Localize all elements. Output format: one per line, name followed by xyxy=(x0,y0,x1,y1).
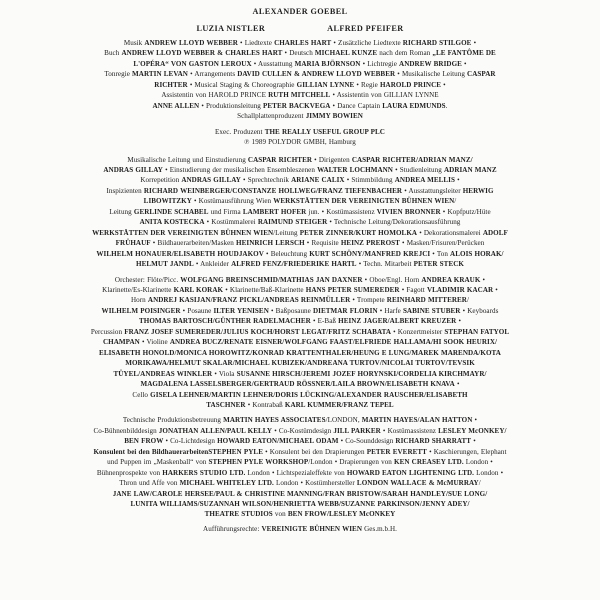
credit-name: MORIKAWA/HELMUT SKALAR/MICHAEL KUBIZEK/ANDREANA TURTOV/NICOLAI TURTOV/TEVSIK xyxy=(125,359,475,368)
credit-role: • Assistentin von GILLIAN LYNNE xyxy=(330,91,439,100)
credit-name: THEATRE STUDIOS xyxy=(204,510,273,519)
credit-role: • Dance Captain xyxy=(330,101,383,110)
credit-name: PETER ZINNER/KURT HOMOLKA xyxy=(299,228,418,237)
credit-name: LAMBERT HOFER xyxy=(242,207,307,216)
credit-line xyxy=(12,436,588,446)
credit-role: • xyxy=(471,39,477,47)
credit-name: TASCHNER xyxy=(206,400,246,409)
credit-name: FRÜHAUF xyxy=(115,239,151,248)
credit-name: JIMMY BOWIEN xyxy=(305,112,363,121)
credit-name: VIVIEN BRONNER xyxy=(376,207,441,216)
credit-role: • Co-Kostümdesign xyxy=(272,426,334,435)
credit-role: Inspizienten xyxy=(106,186,144,195)
credit-role: Leitung xyxy=(109,207,134,216)
credit-role: • Sprechtechnik xyxy=(240,176,292,185)
credit-role: Klarinette/Es-Klarinette xyxy=(102,285,174,294)
credit-name: MARTIN LEVAN xyxy=(132,70,188,79)
credit-name: WALTER LOCHMANN xyxy=(317,165,393,174)
credit-line xyxy=(12,249,588,259)
credit-role: • Dirigenten xyxy=(312,155,352,164)
credit-role: • Kostümausführung Wien xyxy=(191,197,274,206)
credit-role: London • Kostümhersteller xyxy=(273,479,357,488)
credit-role: • Ausstattungsleiter xyxy=(402,186,463,195)
credit-role: Horn xyxy=(130,296,148,305)
credit-name: STEPHEN PYLE WORKSHOP xyxy=(208,458,309,467)
credit-role: Buch xyxy=(104,49,122,58)
credit-name: CASPAR RICHTER/ADRIAN MANZ/ xyxy=(351,155,473,164)
credit-name: ANDREW LLOYD WEBBER xyxy=(144,39,238,47)
credit-role: Schallplattenproduzent xyxy=(237,112,306,121)
credit-name: REINHARD MITTERER xyxy=(386,296,467,305)
credit-role: / xyxy=(478,479,481,488)
credit-name: ANDREA MELLIS xyxy=(394,176,455,185)
credit-name: STEPHAN FATYOL xyxy=(444,327,510,336)
credit-role: . xyxy=(445,101,448,110)
credit-role: • xyxy=(471,437,476,446)
credit-line xyxy=(12,468,588,478)
credit-role: • Techn. Mitarbeit xyxy=(356,260,414,269)
credit-role: Percussion xyxy=(90,327,125,336)
credit-line xyxy=(12,447,588,457)
credit-name: KARL KORAK xyxy=(173,285,224,294)
credit-role: • Deutsch xyxy=(282,49,315,58)
credit-role: • Beleuchtung xyxy=(263,249,310,258)
credit-line xyxy=(12,175,588,185)
credit-name: WERKSTÄTTEN DER VEREINIGTEN BÜHNEN WIEN xyxy=(92,228,274,237)
credit-role: Aufführungsrechte: xyxy=(203,524,262,533)
credit-role: und Firma xyxy=(208,207,243,216)
credit-line xyxy=(12,499,588,509)
credit-name: RAIMUND STEIGER xyxy=(257,218,328,227)
credit-name: WERKSTÄTTEN DER VEREINIGTEN BÜHNEN WIEN xyxy=(273,197,455,206)
credit-name: RICHARD SHARRATT xyxy=(395,437,472,446)
credit-line xyxy=(12,59,588,69)
credit-name: ANDREA BUCZ/RENATE EISNER/WOLFGANG FAAST/ELFRIEDE HALLAMA/HI SOOK HEURIX/ xyxy=(169,338,498,347)
credit-role: • xyxy=(455,176,460,185)
credit-line xyxy=(12,69,588,79)
credit-role: Co-Bühnenbilddesign xyxy=(93,426,159,435)
credit-line xyxy=(12,196,588,206)
credit-line xyxy=(12,90,588,100)
credit-line xyxy=(12,155,588,165)
credit-line xyxy=(12,38,588,48)
credit-role: • Posaune xyxy=(180,306,214,315)
credit-role: • Requisite xyxy=(304,239,341,248)
credit-name: PETER BACKVEGA xyxy=(263,101,331,110)
credit-role: • Masken/Frisuren/Perücken xyxy=(399,239,485,248)
credit-name: RICHARD WEINBERGER/CONSTANZE HOLLWEG/FRANZ TIEFENBACHER xyxy=(143,186,403,195)
credit-line xyxy=(12,217,588,227)
credit-role: Thron und Affe von xyxy=(119,479,180,488)
credit-name: FRANZ JOSEF SUMEREDER/JULIUS KOCH/HORST LEGAT/FRITZ SCHABATA xyxy=(124,327,392,336)
credit-line xyxy=(12,426,588,436)
credit-name: GISELA LEHNER/MARTIN LEHNER/DORIS LÜCKING/ALEXANDER RAUSCHER/ELISABETH xyxy=(150,390,468,399)
credit-name: DIETMAR FLORIN xyxy=(312,306,378,315)
credit-line xyxy=(12,48,588,58)
credit-name: ANITA KOSTECKA xyxy=(139,218,205,227)
credit-line xyxy=(12,509,588,519)
credit-name: VLADIMIR KACAR xyxy=(426,285,494,294)
credit-line xyxy=(12,489,588,499)
credit-name: WILHELM POISINGER xyxy=(101,306,181,315)
credit-role: • Co-Sounddesign xyxy=(338,437,396,446)
credit-role: • Bildhauerarbeiten/Masken xyxy=(150,239,237,248)
credit-line xyxy=(12,275,588,285)
credit-name: HOWARD EATON/MICHAEL ODAM xyxy=(217,437,339,446)
credit-role: London • Lichtspezialeffekte von xyxy=(245,468,347,477)
credit-name: VEREINIGTE BÜHNEN WIEN xyxy=(261,524,363,533)
credit-role: • xyxy=(441,80,446,89)
credit-name: HERWIG xyxy=(462,186,494,195)
credit-role: • Kostümmalerei xyxy=(204,218,258,227)
credit-role: Technische Produktionsbetreuung xyxy=(122,416,224,425)
credit-line xyxy=(12,111,588,121)
credit-name: LONDON WALLACE & McMURRAY xyxy=(356,479,479,488)
credit-line xyxy=(12,80,588,90)
credit-name: MAGDALENA LASSELSBERGER/GERTRAUD RÖSSNER/LAILA BROWN/ELISABETH KNAVA xyxy=(140,380,455,389)
credit-role: London • xyxy=(473,468,504,477)
credit-name: KARL KUMMER/FRANZ TEPEL xyxy=(284,400,394,409)
credit-name: SABINE STUBER xyxy=(402,306,461,315)
credit-name: KURT SCHÖNY/MANFRED KREJCI xyxy=(309,249,431,258)
credit-line xyxy=(12,306,588,316)
credit-line xyxy=(12,127,588,137)
credit-role: • Kontrabaß xyxy=(245,400,285,409)
credit-role: • xyxy=(456,317,461,326)
credit-line xyxy=(12,295,588,305)
credit-role: • Zusätzliche Liedtexte xyxy=(331,39,403,47)
credit-name: RICHTER xyxy=(154,80,188,89)
credit-role: • Baßposaune xyxy=(268,306,313,315)
credit-name: GERLINDE SCHABEL xyxy=(133,207,209,216)
credit-name: LUNITA WILLIAMS/SUZANNAH WILSON/HENRIETTA WEBB/SUZANNE PARKINSON/JENNY ADEY/ xyxy=(130,500,470,509)
creative-credits xyxy=(12,38,588,122)
credit-role: • Keyboards xyxy=(460,306,499,315)
credit-name: HOWARD EATON LIGHTENING LTD. xyxy=(346,468,474,477)
credit-name: RICHARD STILGOE xyxy=(402,39,472,47)
credit-role: Exec. Produzent xyxy=(215,127,265,136)
credit-line xyxy=(12,228,588,238)
credit-name: RUTH MITCHELL xyxy=(268,91,331,100)
credit-role: • Violine xyxy=(139,338,170,347)
orchestra-credits xyxy=(12,275,588,411)
credit-name: MARIA BJÖRNSON xyxy=(294,59,361,68)
credit-role: • xyxy=(454,380,460,389)
credit-name: JANE LAW/CAROLE HERSEE/PAUL & CHRISTINE MANNING/FRAN BRISTOW/SARAH HANDLEY/SUE LONG/ xyxy=(112,489,488,498)
credit-role: nach dem Roman xyxy=(377,49,433,58)
credit-role: /Leitung xyxy=(273,228,300,237)
technical-credits xyxy=(12,415,588,520)
credit-name: MARTIN HAYES/ALAN HATTON xyxy=(361,416,473,425)
credit-line xyxy=(12,327,588,337)
credit-line xyxy=(12,400,588,410)
credit-role: • Lichtregie xyxy=(360,59,400,68)
credit-name: JONATHAN ALLEN/PAUL KELLY xyxy=(158,426,273,435)
credit-name: ANNE ALLEN xyxy=(152,101,200,110)
credit-line xyxy=(12,207,588,217)
co-star-name: ALFRED PFEIFER xyxy=(327,24,404,33)
credit-role: Assistentin von HAROLD PRINCE xyxy=(161,91,269,100)
credit-line xyxy=(12,238,588,248)
credit-role: • Fagott xyxy=(399,285,427,294)
credit-role: Orchester: Flöte/Picc. xyxy=(114,275,181,284)
credit-name: ANDRAS GILLAY xyxy=(103,165,163,174)
credit-line xyxy=(12,369,588,379)
credit-line xyxy=(12,285,588,295)
credit-name: LESLEY McONKEY/ xyxy=(438,426,507,435)
credit-name: HEINZ JAGER/ALBERT KREUZER xyxy=(338,317,457,326)
credit-role: Tonregie xyxy=(104,70,133,79)
credit-role: • Kaschierungen, Elephant xyxy=(426,447,507,456)
credit-name: ALOIS HORAK/ xyxy=(450,249,504,258)
credit-role: / xyxy=(454,197,457,206)
credit-role: • Konsulent bei den Drapierungen xyxy=(262,447,367,456)
credit-role: • Ausstattung xyxy=(251,59,295,68)
credit-name: THE REALLY USEFUL GROUP PLC xyxy=(264,127,385,136)
credit-name: ELISABETH HONOLD/MONICA HOROWITZ/KONRAD KRATTENTHALER/HEUNG E LUNG/MAREK MARENDA/KOTA xyxy=(99,348,501,357)
credit-name: ANDREA KRAUK xyxy=(421,275,481,284)
co-star-name: LUZIA NISTLER xyxy=(196,24,266,33)
credit-line xyxy=(12,337,588,347)
credit-role: • Liedtexte xyxy=(237,39,275,47)
credit-role: • Musical Staging & Choreographie xyxy=(187,80,297,89)
credit-name: MARTIN HAYES ASSOCIATES xyxy=(223,416,326,425)
credit-role: • Ton xyxy=(430,249,451,258)
credit-name: HARKERS STUDIO LTD. xyxy=(162,468,246,477)
credit-role: • Studienleitung xyxy=(392,165,444,174)
credit-name: ARIANE CALIX xyxy=(291,176,345,185)
credit-role: Musikalische Leitung und Einstudierung xyxy=(127,155,248,164)
credit-role: • xyxy=(493,285,498,294)
credit-name: ANDREW BRIDGE xyxy=(399,59,462,68)
credit-line xyxy=(12,101,588,111)
credit-role: • Konzertmeister xyxy=(391,327,445,336)
credit-role: • Viola xyxy=(212,369,237,378)
credit-role: / xyxy=(466,296,470,305)
credit-line xyxy=(12,348,588,358)
credit-role: • Trompete xyxy=(350,296,387,305)
credit-name: CHAMPAN xyxy=(102,338,140,347)
credit-line xyxy=(12,524,588,534)
credit-role: • Ankleider xyxy=(193,260,232,269)
credit-role: • Regie xyxy=(354,80,380,89)
credit-name: L'OPÉRA“ VON GASTON LEROUX xyxy=(133,59,252,68)
credit-name: WOLFGANG BREINSCHMID/MATHIAS JAN DAXNER xyxy=(180,275,363,284)
credit-name: BEN FROW/LESLEY McONKEY xyxy=(287,510,396,519)
credit-name: CASPAR RICHTER xyxy=(247,155,313,164)
credit-line xyxy=(12,457,588,467)
credit-name: ANDRAS GILLAY xyxy=(181,176,241,185)
credit-role: • Einstudierung der musikalischen Ensembleszenen xyxy=(162,165,318,174)
credit-name: GILLIAN LYNNE xyxy=(296,80,355,89)
credit-name: HEINZ PREROST xyxy=(340,239,400,248)
credit-role: • Harfe xyxy=(377,306,403,315)
credit-name: ADOLF xyxy=(482,228,508,237)
credit-name: MICHAEL KUNZE xyxy=(314,49,378,58)
credit-name: LIBOWITZKY xyxy=(143,197,192,206)
credit-name: ANDREW LLOYD WEBBER & CHARLES HART xyxy=(121,49,283,58)
credit-role: /LONDON, xyxy=(325,416,362,425)
credit-name: ALFRED FENZ/FRIEDERIKE HARTL xyxy=(231,260,357,269)
credit-role: • Co-Lichtdesign xyxy=(163,437,218,446)
credit-role: • Klarinette/Baß-Klarinette xyxy=(223,285,306,294)
credit-role: • Kostümassistenz xyxy=(380,426,439,435)
credit-role: • Dekorationsmalerei xyxy=(417,228,483,237)
credit-line xyxy=(12,358,588,368)
credit-role: /London • Drapierungen von xyxy=(308,458,395,467)
credit-name: BEN FROW xyxy=(124,437,164,446)
credit-line xyxy=(12,137,588,147)
credit-name: ANDREJ KASIJAN/FRANZ PICKL/ANDREAS REINMÜLLER xyxy=(147,296,351,305)
credit-name: HANS PETER SUMEREDER xyxy=(305,285,400,294)
credit-name: THOMAS BARTOSCH/GÜNTHER RADELMACHER xyxy=(138,317,311,326)
credit-role: • Oboe/Engl. Horn xyxy=(362,275,422,284)
credit-line xyxy=(12,165,588,175)
credit-role: • xyxy=(472,416,478,425)
credit-role: und Puppen im „Maskenball“ von xyxy=(107,458,209,467)
credit-role: London • xyxy=(463,458,493,467)
performance-rights xyxy=(12,524,588,534)
credit-name: ILTER YENISEN xyxy=(213,306,269,315)
credit-name: MICHAEL WHITELEY LTD. xyxy=(179,479,274,488)
credit-role: Korrepetition xyxy=(140,176,182,185)
credit-name: KEN CREASEY LTD. xyxy=(394,458,464,467)
credit-role: Cello xyxy=(132,390,151,399)
credit-role: ℗ 1989 POLYDOR GMBH, Hamburg xyxy=(244,138,356,147)
credit-name: PETER STECK xyxy=(413,260,464,269)
credit-role: • Kopfputz/Hüte xyxy=(440,207,491,216)
music-staff-credits xyxy=(12,155,588,270)
headline-name: ALEXANDER GOEBEL xyxy=(252,7,348,16)
credit-line xyxy=(12,259,588,269)
credit-line xyxy=(12,316,588,326)
exec-producer-block xyxy=(12,127,588,148)
credit-name: DAVID CULLEN & ANDREW LLOYD WEBBER xyxy=(237,70,396,79)
credit-name: ADRIAN MANZ xyxy=(443,165,497,174)
credit-name: CHARLES HART xyxy=(274,39,332,47)
credit-name: HEINRICH LERSCH xyxy=(236,239,305,248)
credit-role: • Produktionsleitung xyxy=(199,101,264,110)
credit-name: Konsulent bei den BildhauerarbeitenSTEPHEN PYLE xyxy=(93,447,263,456)
co-star-names xyxy=(12,23,588,35)
credit-name: SUSANNE HIRSCH/JEREMI JOZEF HORYNSKI/CORDELIA KIRCHMAYR/ xyxy=(236,369,487,378)
credit-name: WILHELM HONAUER/ELISABETH HOUDJAKOV xyxy=(96,249,264,258)
credit-name: „LE FANTÔME DE xyxy=(432,49,496,58)
credit-role: • xyxy=(461,59,467,68)
credit-name: TÜYEL/ANDREAS WINKLER xyxy=(113,369,213,378)
credit-line xyxy=(12,478,588,488)
credit-line xyxy=(12,390,588,400)
credit-name: PETER EVERETT xyxy=(366,447,427,456)
credit-line xyxy=(12,186,588,196)
credit-role: • Musikalische Leitung xyxy=(395,70,468,79)
credit-name: JILL PARKER xyxy=(333,426,381,435)
credit-line xyxy=(12,415,588,425)
credit-name: CASPAR xyxy=(467,70,496,79)
credit-line xyxy=(12,379,588,389)
credit-role: von xyxy=(272,510,288,519)
credit-role: jun. • Kostümassistenz xyxy=(306,207,377,216)
credit-name: HELMUT JANDL xyxy=(136,260,194,269)
credit-role: Ges.m.b.H. xyxy=(362,524,397,533)
credit-role: Musik xyxy=(123,39,145,47)
credit-role: • Arrangements xyxy=(187,70,238,79)
credit-name: LAURA EDMUNDS xyxy=(382,101,446,110)
credit-role: • Stimmbildung xyxy=(344,176,395,185)
credit-role: • E-Baß xyxy=(310,317,339,326)
credit-role: • xyxy=(480,275,486,284)
credit-role: Bühnenprospekte von xyxy=(96,468,163,477)
credit-role: • Technische Leitung/Dekorationsausführung xyxy=(327,218,461,227)
credit-name: HAROLD PRINCE xyxy=(379,80,442,89)
